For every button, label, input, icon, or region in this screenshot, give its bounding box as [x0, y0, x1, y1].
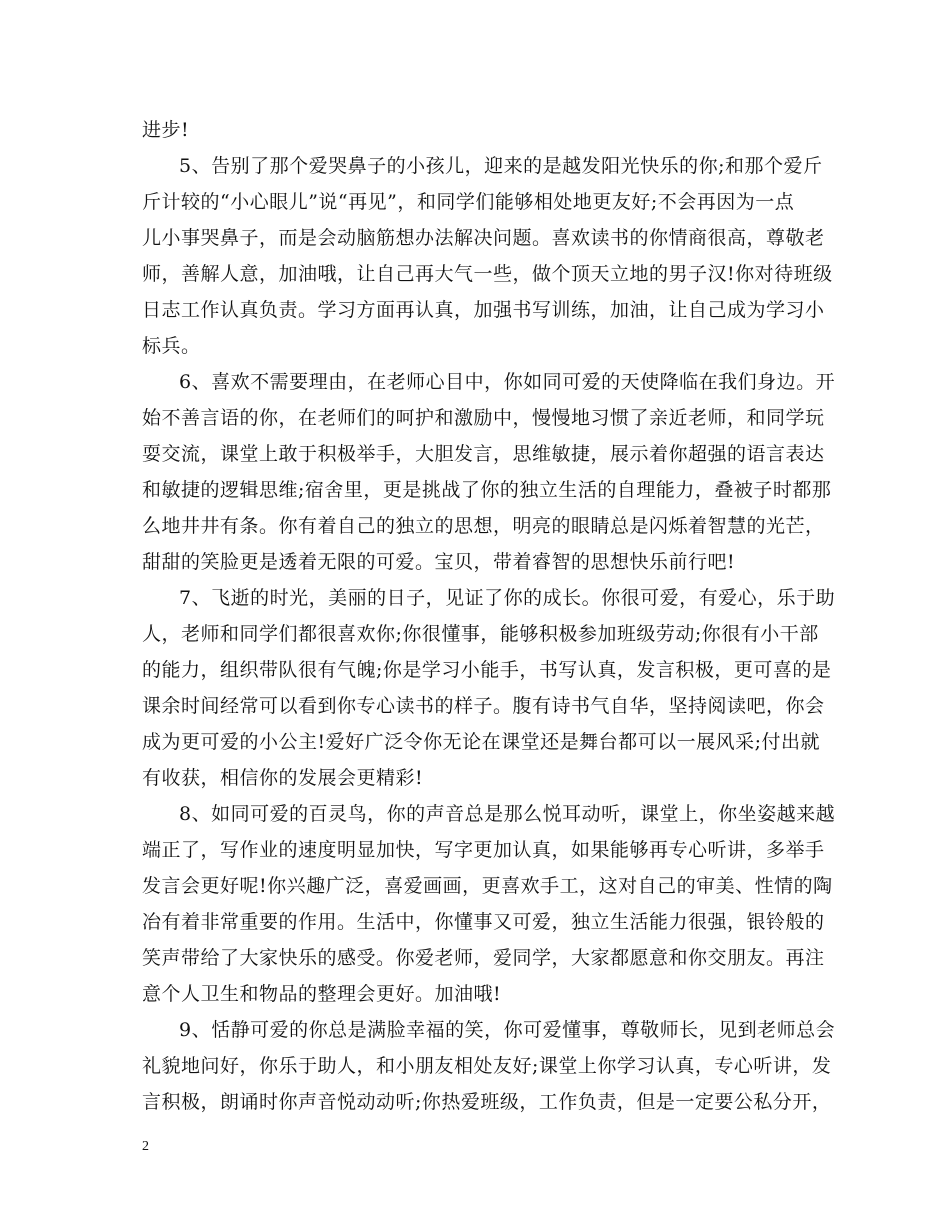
text-line: 礼貌地问好，你乐于助人，和小朋友相处友好;课堂上你学习认真，专心听讲，发: [142, 1055, 832, 1077]
text-line: 么地井井有条。你有着自己的独立的思想，明亮的眼睛总是闪烁着智慧的光芒，: [142, 515, 825, 537]
text-line: 人，老师和同学们都很喜欢你;你很懂事，能够积极参加班级劳动;你很有小干部: [142, 623, 819, 645]
text-line: 进步!: [142, 119, 190, 141]
text-line: 标兵。: [142, 335, 201, 357]
text-line: 耍交流，课堂上敢于积极举手，大胆发言，思维敏捷，展示着你超强的语言表达: [142, 443, 825, 465]
text-line: 8、如同可爱的百灵鸟，你的声音总是那么悦耳动听，课堂上，你坐姿越来越: [179, 803, 836, 825]
text-line: 5、告别了那个爱哭鼻子的小孩儿，迎来的是越发阳光快乐的你;和那个爱斤: [179, 155, 823, 177]
text-line: 笑声带给了大家快乐的感受。你爱老师，爱同学，大家都愿意和你交朋友。再注: [142, 947, 825, 969]
text-line: 有收获，相信你的发展会更精彩!: [142, 767, 424, 789]
text-line: 冶有着非常重要的作用。生活中，你懂事又可爱，独立生活能力很强，银铃般的: [142, 911, 825, 933]
text-line: 7、飞逝的时光，美丽的日子，见证了你的成长。你很可爱，有爱心，乐于助: [179, 587, 836, 609]
text-line: 言积极，朗诵时你声音悦动动听;你热爱班级，工作负责，但是一定要公私分开，: [142, 1091, 832, 1113]
text-line: 儿小事哭鼻子，而是会动脑筋想办法解决问题。喜欢读书的你情商很高，尊敬老: [142, 227, 825, 249]
text-line: 始不善言语的你，在老师们的呵护和激励中，慢慢地习惯了亲近老师，和同学玩: [142, 407, 825, 429]
text-line: 意个人卫生和物品的整理会更好。加油哦!: [142, 983, 502, 1005]
text-line: 9、恬静可爱的你总是满脸幸福的笑，你可爱懂事，尊敬师长，见到老师总会: [179, 1019, 836, 1041]
text-line: 日志工作认真负责。学习方面再认真，加强书写训练，加油，让自己成为学习小: [142, 299, 825, 321]
text-line: 师，善解人意，加油哦，让自己再大气一些，做个顶天立地的男子汉!你对待班级: [142, 263, 833, 285]
text-line: 端正了，写作业的速度明显加快，写字更加认真，如果能够再专心听讲，多举手: [142, 839, 825, 861]
text-line: 和敏捷的逻辑思维;宿舍里，更是挑战了你的独立生活的自理能力，叠被子时都那: [142, 479, 832, 501]
text-line: 发言会更好呢!你兴趣广泛，喜爱画画，更喜欢手工，这对自己的审美、性情的陶: [142, 875, 833, 897]
text-line: 课余时间经常可以看到你专心读书的样子。腹有诗书气自华，坚持阅读吧，你会: [142, 695, 825, 717]
text-line: 斤计较的“小心眼儿”说“再见”，和同学们能够相处地更友好;不会再因为一点: [142, 191, 795, 213]
page-number: 2: [142, 1139, 149, 1154]
text-line: 的能力，组织带队很有气魄;你是学习小能手，书写认真，发言积极，更可喜的是: [142, 659, 832, 681]
text-line: 甜甜的笑脸更是透着无限的可爱。宝贝，带着睿智的思想快乐前行吧!: [142, 551, 736, 573]
text-line: 成为更可爱的小公主!爱好广泛令你无论在课堂还是舞台都可以一展风采;付出就: [142, 731, 821, 753]
text-line: 6、喜欢不需要理由，在老师心目中，你如同可爱的天使降临在我们身边。开: [179, 371, 836, 393]
